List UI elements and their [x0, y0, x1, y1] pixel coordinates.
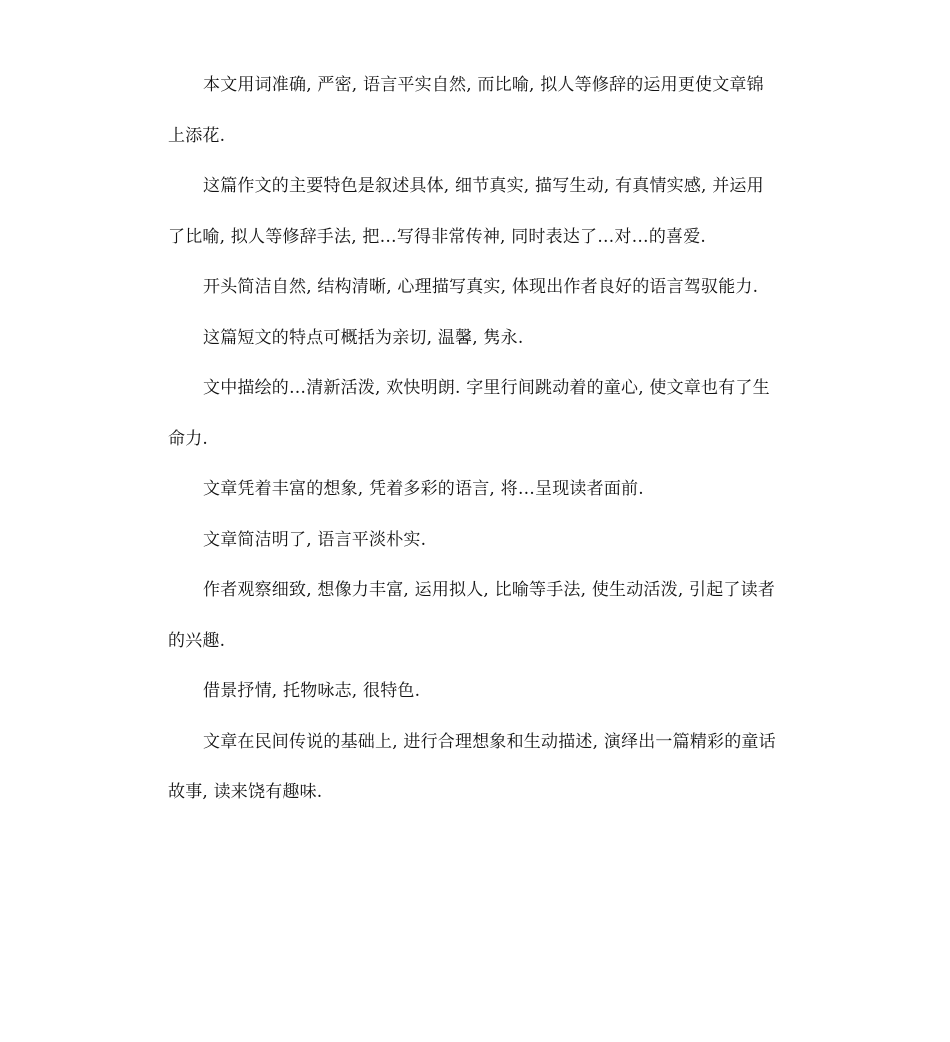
paragraph-3: 开头简洁自然, 结构清晰, 心理描写真实, 体现出作者良好的语言驾驭能力. — [203, 277, 759, 297]
paragraph-1: 本文用词准确, 严密, 语言平实自然, 而比喻, 拟人等修辞的运用更使文章锦上添花. — [168, 75, 764, 146]
paragraph-2: 这篇作文的主要特色是叙述具体, 细节真实, 描写生动, 有真情实感, 并运用了比喻, 拟人等修辞手法, 把…写得非常传神, 同时表达了…对…的喜爱. — [168, 176, 764, 247]
paragraph-10: 文章在民间传说的基础上, 进行合理想象和生动描述, 演绎出一篇精彩的童话故事, 读来饶有趣味. — [168, 731, 776, 802]
paragraph-6: 文章凭着丰富的想象, 凭着多彩的语言, 将…呈现读者面前. — [203, 479, 644, 499]
paragraph-4: 这篇短文的特点可概括为亲切, 温馨, 隽永. — [203, 327, 524, 348]
paragraph-5: 文中描绘的…清新活泼, 欢快明朗. 字里行间跳动着的童心, 使文章也有了生命力. — [168, 378, 770, 449]
document-body — [168, 60, 780, 818]
paragraph-7: 文章简洁明了, 语言平淡朴实. — [203, 529, 427, 550]
paragraph-8: 作者观察细致, 想像力丰富, 运用拟人, 比喻等手法, 使生动活泼, 引起了读者的兴趣. — [168, 580, 776, 651]
paragraph-9: 借景抒情, 托物咏志, 很特色. — [203, 681, 421, 701]
